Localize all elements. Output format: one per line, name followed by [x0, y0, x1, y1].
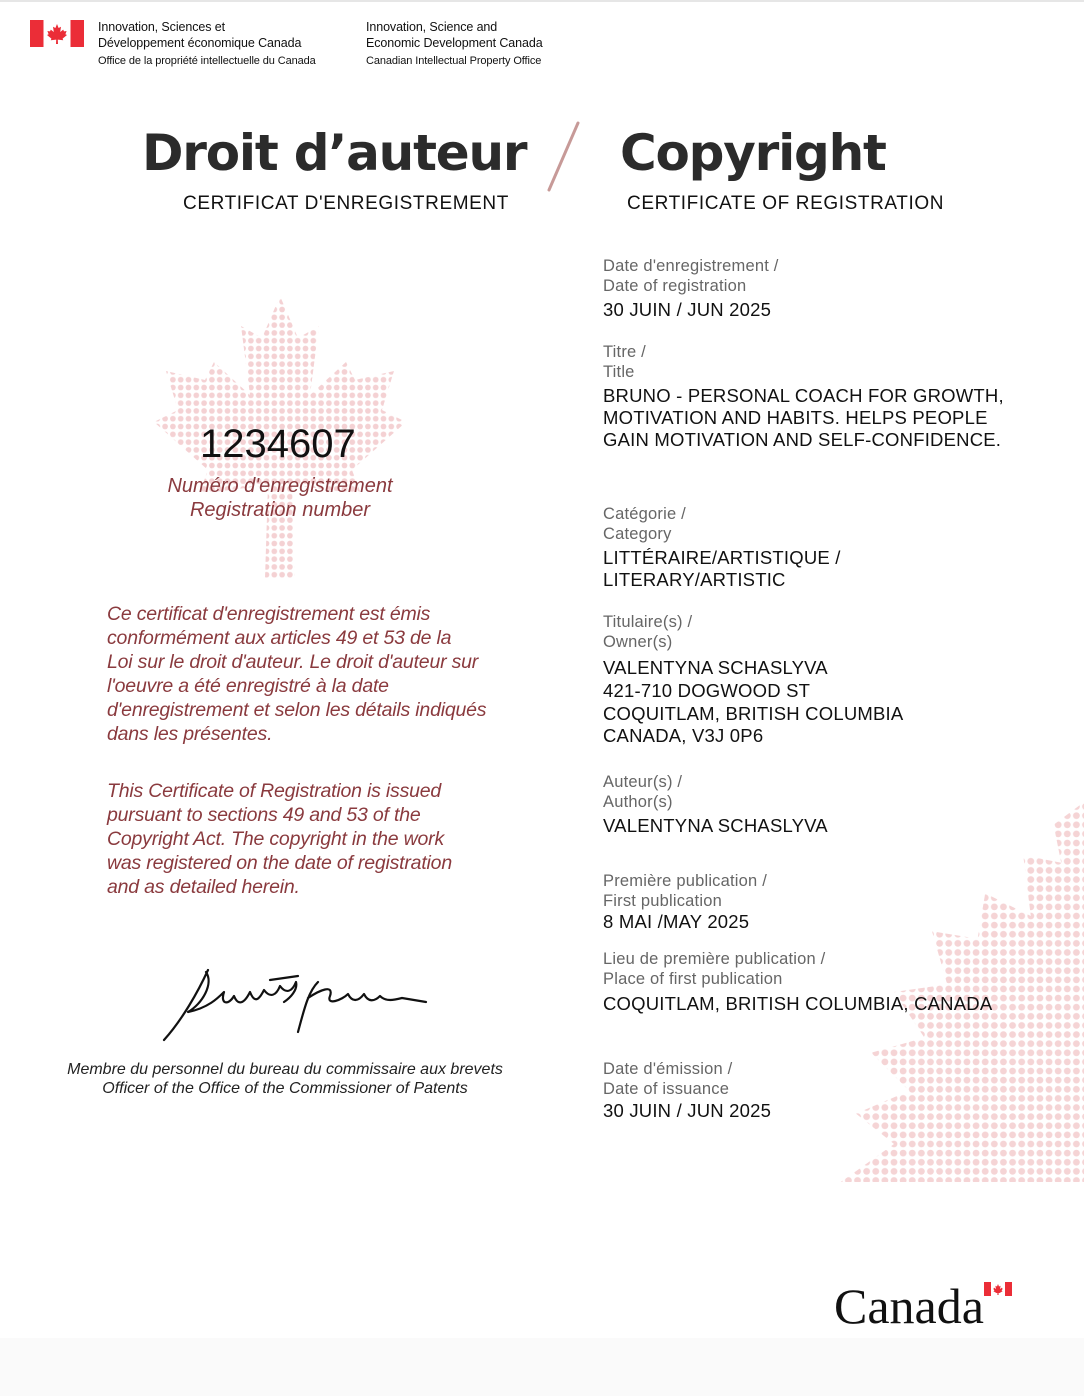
statement-fr — [107, 602, 487, 746]
svg-text:Canada: Canada — [834, 1278, 984, 1328]
first-publication-label-en: First publication — [603, 892, 722, 910]
issuance-date-label-fr: Date d'émission / — [603, 1060, 733, 1078]
canada-flag-icon — [30, 20, 84, 47]
authors-label-en: Author(s) — [603, 793, 673, 811]
issuance-date-label-en: Date of issuance — [603, 1080, 730, 1098]
statement-fr-line: conformément aux articles 49 et 53 de la — [107, 627, 452, 649]
title-value-line: MOTIVATION AND HABITS. HELPS PEOPLE — [603, 407, 988, 428]
title-divider-slash — [544, 120, 584, 192]
top-rule — [0, 0, 1084, 2]
department-en — [366, 19, 543, 69]
statement-fr-line: Loi sur le droit d'auteur. Le droit d'auteur sur — [107, 651, 479, 673]
statement-en-line: Copyright Act. The copyright in the work — [107, 828, 445, 850]
subtitle-en: CERTIFICATE OF REGISTRATION — [627, 193, 945, 214]
registration-number-label-fr: Numéro d'enregistrement — [167, 475, 393, 497]
issuance-date-value: 30 JUIN / JUN 2025 — [603, 1100, 772, 1121]
authors-label-fr: Auteur(s) / — [603, 773, 683, 791]
owners-label-fr: Titulaire(s) / — [603, 613, 693, 631]
owner-address-line: CANADA, V3J 0P6 — [603, 725, 764, 746]
category-label-en: Category — [603, 525, 672, 543]
registration-date-value: 30 JUIN / JUN 2025 — [603, 299, 772, 320]
category-label-fr: Catégorie / — [603, 505, 686, 523]
place-first-publication-value: COQUITLAM, BRITISH COLUMBIA, CANADA — [603, 993, 993, 1014]
title-label-en: Title — [603, 363, 635, 381]
maple-leaf-corner-watermark-icon — [780, 800, 1084, 1184]
owner-address-line: COQUITLAM, BRITISH COLUMBIA — [603, 703, 904, 724]
officer-title-en: Officer of the Office of the Commissioner of Patents — [102, 1080, 468, 1097]
title-en: Copyright — [620, 124, 886, 182]
statement-fr-line: l'oeuvre a été enregistré à la date — [107, 675, 389, 697]
owner-name: VALENTYNA SCHASLYVA — [603, 657, 828, 678]
title-value-line: BRUNO - PERSONAL COACH FOR GROWTH, — [603, 385, 1004, 406]
owners-label-en: Owner(s) — [603, 633, 673, 651]
statement-fr-line: Ce certificat d'enregistrement est émis — [107, 603, 431, 625]
department-fr — [98, 19, 316, 69]
category-value-line: LITERARY/ARTISTIC — [603, 569, 786, 590]
statement-en-line: was registered on the date of registration — [107, 852, 452, 874]
bottom-band — [0, 1338, 1084, 1396]
officer-title-fr: Membre du personnel du bureau du commissaire aux brevets — [67, 1061, 503, 1078]
title-fr: Droit d’auteur — [142, 124, 527, 182]
first-publication-label-fr: Première publication / — [603, 872, 767, 890]
statement-fr-line: dans les présentes. — [107, 723, 273, 745]
canada-wordmark-logo — [834, 1276, 1018, 1328]
statement-en — [107, 779, 487, 899]
place-first-publication-label-fr: Lieu de première publication / — [603, 950, 826, 968]
category-value-line: LITTÉRAIRE/ARTISTIQUE / — [603, 547, 841, 568]
subtitle-fr: CERTIFICAT D'ENREGISTREMENT — [183, 193, 509, 214]
office-en: Canadian Intellectual Property Office — [366, 55, 542, 67]
registration-number-label-en: Registration number — [189, 499, 371, 521]
registration-number: 1234607 — [200, 422, 356, 466]
department-fr-line2: Développement économique Canada — [98, 36, 302, 50]
officer-signature — [158, 962, 428, 1044]
department-en-line1: Innovation, Science and — [366, 20, 498, 34]
owner-address-line: 421-710 DOGWOOD ST — [603, 680, 811, 701]
first-publication-value: 8 MAI /MAY 2025 — [603, 911, 750, 932]
place-first-publication-label-en: Place of first publication — [603, 970, 783, 988]
office-fr: Office de la propriété intellectuelle du Canada — [98, 55, 316, 67]
statement-en-line: pursuant to sections 49 and 53 of the — [107, 804, 421, 826]
department-en-line2: Economic Development Canada — [366, 36, 543, 50]
title-value-line: GAIN MOTIVATION AND SELF-CONFIDENCE. — [603, 429, 1002, 450]
statement-fr-line: d'enregistrement et selon les détails indiqués — [107, 699, 487, 721]
title-label-fr: Titre / — [603, 343, 646, 361]
registration-date-label-en: Date of registration — [603, 277, 747, 295]
statement-en-line: and as detailed herein. — [107, 876, 300, 898]
author-name: VALENTYNA SCHASLYVA — [603, 815, 828, 836]
registration-date-label-fr: Date d'enregistrement / — [603, 257, 779, 275]
statement-en-line: This Certificate of Registration is issued — [107, 780, 442, 802]
department-fr-line1: Innovation, Sciences et — [98, 20, 225, 34]
